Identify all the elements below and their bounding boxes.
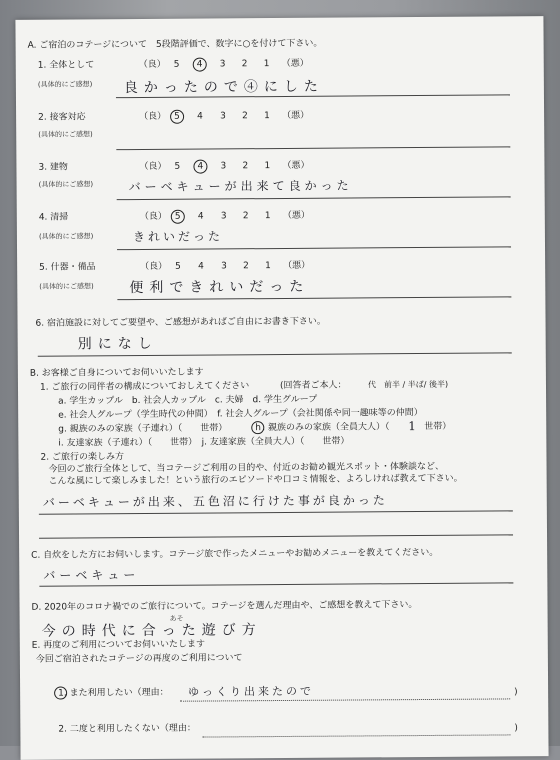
- answer-line: [39, 510, 513, 514]
- households-h: 1: [408, 419, 422, 434]
- answer-line: [39, 534, 513, 538]
- scale-3: 3: [220, 211, 227, 222]
- section-e-description: 今回ご宿泊されたコテージの再度のご利用について: [35, 653, 243, 665]
- comment-label: (具体的にご感想): [37, 80, 93, 89]
- q2-description-2: こんな風にして楽しみました！という旅行のエピソードや口コミ情報を、よろしければ教えて下さい。: [48, 473, 463, 487]
- rating-circle-mark: [170, 110, 184, 124]
- comment-label: (具体的にご感想): [38, 130, 93, 139]
- scale-3: 3: [219, 59, 226, 70]
- scale-1: 1: [264, 161, 271, 172]
- scale-1: 1: [263, 59, 270, 70]
- answer-line: [116, 146, 510, 150]
- item-4-label: 4. 清掃: [38, 212, 69, 223]
- scale-2: 2: [242, 211, 249, 222]
- q6-answer: 別になし: [77, 335, 158, 353]
- item-1-comment: 良かったので④にした: [123, 78, 324, 97]
- section-d-title: D. 2020年のコロナ禍でのご旅行について。コテージを選んだ理由や、ご感想を教えて下さい。: [31, 600, 418, 613]
- bad-label: （悪）: [281, 58, 309, 69]
- answer-line: [202, 734, 510, 737]
- section-b-q1: 1. ご旅行の同伴者の構成についておしえてください: [39, 381, 250, 393]
- answer-line: [117, 246, 511, 250]
- rating-circle-mark: [193, 58, 207, 72]
- scale-5: 5: [174, 161, 181, 172]
- scale-2: 2: [242, 111, 248, 122]
- rating-circle-mark: [171, 210, 185, 224]
- answer-line: [117, 196, 511, 200]
- option-h-letter: h: [255, 423, 262, 434]
- scale-1: 1: [264, 211, 271, 222]
- good-label: （良）: [140, 261, 168, 272]
- section-d-answer: 今の時代に合った遊び方: [41, 622, 262, 640]
- scale-2: 2: [241, 59, 248, 70]
- options-row-2: e. 社会人グループ（学生時代の仲間） f. 社会人グループ（会社関係や同一趣味等の仲間）: [58, 408, 423, 421]
- close-paren: ): [514, 723, 518, 734]
- section-a-title: A. ご宿泊のコテージについて 5段階評価で、数字に○を付けて下さい。: [27, 38, 323, 51]
- options-row-3c: . 親族のみの家族（全員大人）（: [262, 422, 390, 434]
- scale-5: 5: [174, 111, 180, 122]
- option-1-circle-mark: [54, 687, 67, 700]
- option-2-label: 2. 二度と利用したくない（理由：: [58, 723, 196, 735]
- section-d-ruby: あそ: [169, 614, 184, 623]
- section-b-q2: 2. ご旅行の楽しみ方: [40, 452, 124, 463]
- option-1-answer: ゆっくり出来たので: [188, 684, 315, 699]
- scale-2: 2: [242, 161, 249, 172]
- q2-answer: バーベキューが出来、五色沼に行けた事が良かった: [42, 493, 388, 510]
- section-b-title: B. お客様ご自身についてお伺いいたします: [29, 367, 204, 379]
- good-label: （良）: [139, 111, 167, 122]
- scale-4: 4: [196, 59, 203, 70]
- item-5-label: 5. 什器・備品: [39, 262, 96, 273]
- answer-line: [180, 698, 510, 701]
- scale-1: 1: [265, 261, 271, 272]
- good-label: （良）: [138, 59, 166, 70]
- scale-5: 5: [173, 59, 180, 70]
- section-c-answer: バーベキュー: [43, 568, 140, 583]
- scale-3: 3: [220, 111, 226, 122]
- scale-3: 3: [221, 261, 227, 272]
- answer-line: [117, 296, 511, 300]
- scale-1: 1: [264, 111, 270, 122]
- scale-5: 5: [174, 211, 181, 222]
- item-3-label: 3. 建物: [38, 162, 68, 173]
- item-2-label: 2. 接客対応: [38, 112, 86, 123]
- comment-label: (具体的にご感想): [38, 180, 94, 189]
- respondent-label: (回答者ご本人：: [279, 380, 347, 392]
- bad-label: （悪）: [282, 110, 310, 121]
- section-c-title: C. 自炊をした方にお伺いします。コテージ旅で作ったメニューやお勧めメニューを教えてください。: [31, 547, 439, 561]
- bad-label: （悪）: [283, 260, 311, 271]
- option-1-label: 1. また利用したい（理由：: [58, 687, 169, 699]
- scale-3: 3: [220, 161, 227, 172]
- item-1-label: 1. 全体として: [37, 60, 95, 71]
- item-5-comment: 便利できれいだった: [129, 278, 310, 297]
- options-row-3a: g. 親族のみの家族（子連れ）（ 世帯）: [58, 423, 228, 435]
- rating-circle-mark: [193, 160, 207, 174]
- scale-4: 4: [198, 261, 204, 272]
- section-e-title: E. 再度のご利用についてお伺いいたします: [31, 639, 206, 651]
- options-row-4: i. 友達家族（子連れ）（ 世帯） j. 友達家族（全員大人）（ 世帯）: [58, 436, 350, 449]
- scale-4: 4: [197, 211, 204, 222]
- respondent-fill: 代 前半 / 半ば/ 後半): [367, 379, 449, 390]
- good-label: （良）: [139, 161, 167, 172]
- bad-label: （悪）: [282, 210, 310, 221]
- answer-line: [39, 582, 513, 586]
- item-4-comment: きれいだった: [132, 229, 224, 245]
- good-label: （良）: [139, 211, 167, 222]
- scale-5: 5: [175, 261, 181, 272]
- bad-label: （悪）: [282, 160, 310, 171]
- comment-label: (具体的にご感想): [38, 232, 94, 241]
- section-a-q6: 6. 宿泊施設に対してご要望や、ご感想があればご自由にお書き下さい。: [35, 316, 326, 329]
- options-row-1: a. 学生カップル b. 社会人カップル c. 夫婦 d. 学生グループ: [58, 394, 318, 407]
- survey-sheet: [15, 16, 548, 760]
- close-paren: ): [514, 687, 518, 698]
- item-3-comment: バーベキューが出来て良かった: [128, 178, 353, 195]
- q2-description-1: 今回のご旅行全体として、当コテージご利用の目的や、付近のお勧め観光スポット・体験談など、: [48, 461, 445, 475]
- scale-4: 4: [197, 111, 203, 122]
- answer-line: [38, 352, 512, 356]
- scale-2: 2: [243, 261, 249, 272]
- comment-label: (具体的にご感想): [39, 282, 94, 291]
- scale-4: 4: [197, 161, 204, 172]
- options-row-3d: 世帯）: [424, 421, 452, 433]
